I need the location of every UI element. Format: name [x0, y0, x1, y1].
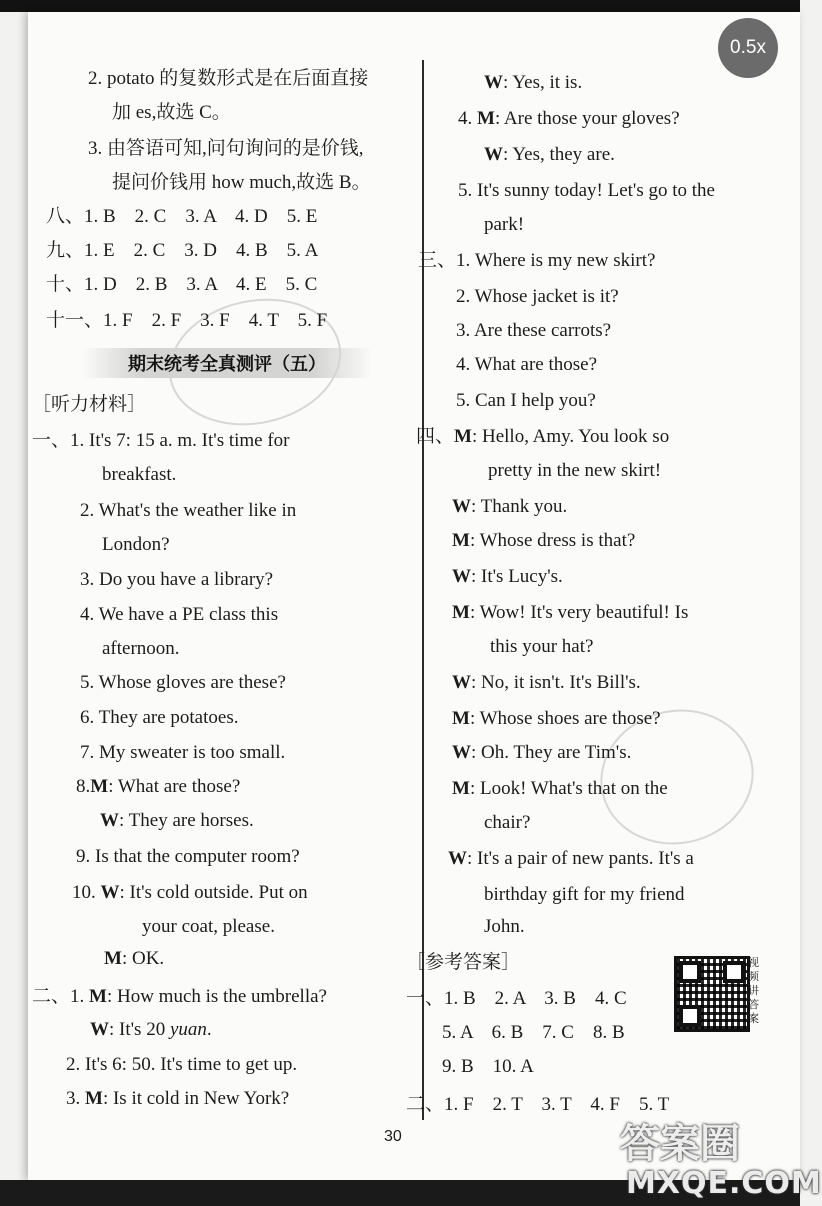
utterance: : Whose dress is that? — [469, 530, 636, 551]
utterance: : What are those? — [108, 776, 241, 797]
utterance: : No, it isn't. It's Bill's. — [471, 672, 641, 693]
utterance-italic: yuan — [169, 1019, 207, 1040]
speaker-label: W — [90, 1019, 109, 1040]
utterance: : It's cold outside. Put on — [119, 882, 308, 903]
playback-speed-badge[interactable]: 0.5x — [718, 18, 778, 78]
script-line — [72, 880, 308, 906]
utterance: : They are horses. — [119, 810, 254, 831]
script-line — [66, 1086, 289, 1112]
script-line: afternoon. — [102, 638, 180, 659]
utterance: : Look! What's that on the — [469, 778, 668, 799]
script-line — [100, 808, 254, 834]
utterance: : It's 20 — [109, 1019, 170, 1040]
item-number: 二、1. — [32, 986, 85, 1007]
script-line — [452, 740, 631, 766]
qr-caption: 视频讲答案 — [748, 956, 759, 1025]
script-line: 三、1. Where is my new skirt? — [418, 250, 656, 271]
script-line: park! — [484, 214, 525, 235]
script-line — [452, 494, 567, 520]
script-line: breakfast. — [102, 464, 177, 485]
qr-finder — [679, 961, 701, 983]
answer-row-9: 九、1. E 2. C 3. D 4. B 5. A — [46, 240, 319, 261]
speaker-label: M — [85, 1088, 103, 1109]
script-line — [452, 600, 688, 626]
script-line — [76, 774, 240, 800]
section-title: 期末统考全真测评（五） — [82, 348, 372, 378]
script-line: 2. What's the weather like in — [80, 500, 297, 521]
script-line — [416, 424, 669, 450]
speaker-label: M — [477, 108, 495, 129]
speaker-label: W — [452, 496, 471, 517]
script-line: 4. We have a PE class this — [80, 604, 279, 625]
script-line: 一、1. It's 7: 15 a. m. It's time for — [32, 430, 290, 451]
speaker-label: W — [100, 810, 119, 831]
utterance: : Wow! It's very beautiful! Is — [469, 602, 689, 623]
speaker-label: M — [89, 986, 107, 1007]
answer-row-2: 二、1. F 2. T 3. T 4. F 5. T — [406, 1094, 670, 1115]
script-line: 2. Whose jacket is it? — [456, 286, 619, 307]
explanation-line: 2. potato 的复数形式是在后面直接 — [88, 68, 369, 89]
qr-finder — [679, 1005, 701, 1027]
explanation-line: 提问价钱用 how much,故选 B。 — [112, 172, 371, 193]
speaker-label: M — [452, 778, 470, 799]
page-number: 30 — [384, 1128, 402, 1145]
speaker-label: W — [452, 742, 471, 763]
script-line: 4. What are those? — [456, 354, 598, 375]
utterance: : Yes, it is. — [503, 72, 583, 93]
utterance: . — [206, 1019, 212, 1040]
answer-row-11: 十一、1. F 2. F 3. F 4. T 5. F — [46, 310, 328, 331]
speaker-label: W — [448, 848, 467, 869]
answer-row-1: 一、1. B 2. A 3. B 4. C — [406, 988, 627, 1009]
item-number: 3. — [66, 1088, 81, 1109]
answer-row-1b: 5. A 6. B 7. C 8. B — [442, 1022, 625, 1043]
script-line: 2. It's 6: 50. It's time to get up. — [66, 1054, 298, 1075]
script-line: 5. It's sunny today! Let's go to the — [458, 180, 715, 201]
speaker-label: M — [90, 776, 109, 797]
answer-row-1c: 9. B 10. A — [442, 1056, 534, 1077]
listening-material-label: ［听力材料］ — [32, 394, 147, 415]
speaker-label: M — [454, 426, 472, 447]
utterance: : Thank you. — [471, 496, 568, 517]
utterance: : OK. — [121, 948, 165, 969]
script-line — [458, 106, 680, 132]
speaker-label: W — [452, 672, 471, 693]
script-line — [484, 70, 582, 96]
speaker-label: M — [452, 602, 470, 623]
script-line: pretty in the new skirt! — [488, 460, 662, 481]
utterance: : It's a pair of new pants. It's a — [467, 848, 694, 869]
script-line: 7. My sweater is too small. — [80, 742, 286, 763]
item-number: 4. — [458, 108, 473, 129]
reference-answer-label: ［参考答案］ — [406, 952, 521, 973]
script-line: chair? — [484, 812, 531, 833]
qr-finder — [723, 961, 745, 983]
utterance: : It's Lucy's. — [471, 566, 563, 587]
script-line: 5. Can I help you? — [456, 390, 596, 411]
script-line — [32, 984, 327, 1010]
script-line — [448, 846, 694, 872]
utterance: : Hello, Amy. You look so — [471, 426, 670, 447]
speaker-label: W — [100, 882, 120, 903]
script-line: John. — [484, 916, 525, 937]
script-line: 5. Whose gloves are these? — [80, 672, 286, 693]
site-watermark-url: MXQE.COM — [626, 1166, 822, 1201]
speaker-label: W — [484, 144, 503, 165]
script-line — [452, 706, 661, 732]
script-line: this your hat? — [490, 636, 594, 657]
site-watermark: 答案圈 — [620, 1121, 740, 1167]
script-line — [452, 776, 668, 802]
section-number: 四、 — [416, 426, 455, 447]
script-line — [452, 528, 635, 554]
script-line — [484, 142, 615, 168]
utterance: : Oh. They are Tim's. — [471, 742, 632, 763]
answer-row-10: 十、1. D 2. B 3. A 4. E 5. C — [46, 274, 318, 295]
script-line: 3. Are these carrots? — [456, 320, 612, 341]
item-number: 10. — [72, 882, 96, 903]
speaker-label: M — [452, 530, 470, 551]
script-line: 9. Is that the computer room? — [76, 846, 300, 867]
top-edge — [0, 0, 800, 12]
script-line — [90, 1017, 212, 1043]
utterance: : Whose shoes are those? — [469, 708, 661, 729]
script-line: London? — [102, 534, 170, 555]
item-number: 8. — [76, 776, 91, 797]
utterance: : Yes, they are. — [503, 144, 615, 165]
explanation-line: 加 es,故选 C。 — [112, 102, 231, 123]
speaker-label: M — [452, 708, 470, 729]
speaker-label: M — [104, 948, 122, 969]
script-line — [452, 670, 641, 696]
qr-code[interactable] — [674, 956, 750, 1032]
script-line: birthday gift for my friend — [484, 884, 685, 905]
utterance: : Is it cold in New York? — [102, 1088, 290, 1109]
speaker-label: W — [484, 72, 503, 93]
speaker-label: W — [452, 566, 471, 587]
script-line — [452, 564, 563, 590]
script-line: 3. Do you have a library? — [80, 569, 274, 590]
utterance: : How much is the umbrella? — [106, 986, 327, 1007]
utterance: : Are those your gloves? — [494, 108, 680, 129]
answer-row-8: 八、1. B 2. C 3. A 4. D 5. E — [46, 206, 318, 227]
script-line — [104, 946, 164, 972]
script-line: your coat, please. — [142, 916, 275, 937]
script-line: 6. They are potatoes. — [80, 707, 239, 728]
explanation-line: 3. 由答语可知,问句询问的是价钱, — [88, 138, 364, 159]
